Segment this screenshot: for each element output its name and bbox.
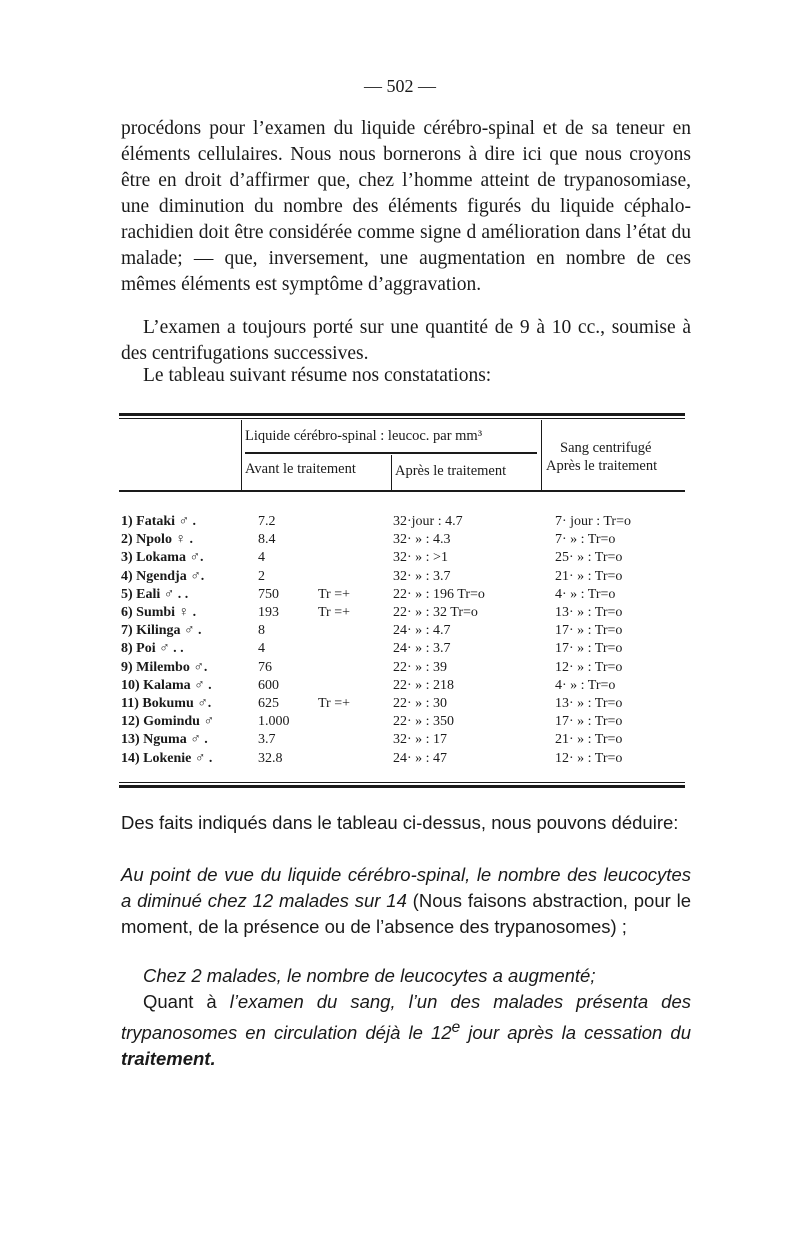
- cell-blood: 25· » : Tr=o: [555, 550, 623, 566]
- header-after-treatment: Après le traitement: [395, 463, 507, 479]
- cell-name: 12) Gomindu ♂: [121, 714, 214, 730]
- header-csf-group: Liquide cérébro-spinal : leucoc. par mm³: [245, 428, 483, 444]
- cell-blood: 13· » : Tr=o: [555, 605, 623, 620]
- cell-after: 22· » : 196 Tr=o: [393, 586, 485, 602]
- finding-3-lead: Quant à: [143, 991, 230, 1012]
- paragraph-table-intro: Le tableau suivant résume nos constatations:: [143, 365, 492, 386]
- header-before-treatment: Avant le traitement: [245, 461, 356, 477]
- cell-after: 22· » : 32 Tr=o: [393, 605, 478, 620]
- cell-blood: 13· » : Tr=o: [555, 696, 623, 711]
- cell-before: 750: [258, 586, 279, 602]
- cell-before: 4: [258, 641, 265, 657]
- table-top-rule-thin: [119, 418, 685, 419]
- cell-before: 8.4: [258, 532, 276, 548]
- cell-name: 7) Kilinga ♂ .: [121, 623, 202, 639]
- paragraph-finding-2: [121, 963, 691, 989]
- cell-name: 2) Npolo ♀ .: [121, 532, 193, 548]
- table-bottom-rule: [119, 785, 685, 788]
- paragraph-finding-3: [121, 989, 691, 1072]
- cell-before-tr: Tr =+: [318, 605, 351, 620]
- cell-after: 22· » : 30: [393, 696, 448, 711]
- cell-after: 24· » : 47: [393, 750, 448, 766]
- cell-name: 9) Milembo ♂.: [121, 659, 208, 675]
- finding-1-italic: Au point de vue du liquide cérébro-spinal, le nombre des leucocytes a diminué chez 12 malades sur 14: [121, 864, 691, 911]
- cell-blood: 4· » : Tr=o: [555, 586, 616, 602]
- cell-before-tr: Tr =+: [318, 586, 351, 602]
- finding-1-rest: (Nous faisons abstraction, pour le moment, de la présence ou de l’absence des trypanosomes) ;: [121, 890, 691, 937]
- cell-after: 24· » : 4.7: [393, 623, 451, 639]
- cell-before: 3.7: [258, 732, 276, 748]
- page-number: — 502 —: [364, 76, 436, 96]
- cell-after: 32· » : 4.3: [393, 532, 451, 548]
- cell-before: 4: [258, 550, 265, 566]
- finding-2-italic: Chez 2 malades, le nombre de leucocytes a augmenté;: [143, 965, 596, 986]
- cell-blood: 17· » : Tr=o: [555, 641, 623, 657]
- header-blood: Sang centrifugé: [560, 440, 652, 456]
- cell-name: 3) Lokama ♂.: [121, 550, 204, 566]
- paragraph-method: L’examen a toujours porté sur une quantité de 9 à 10 cc., soumise à des centrifugations successives.: [121, 317, 691, 364]
- cell-name: 11) Bokumu ♂.: [121, 696, 212, 711]
- cell-blood: 12· » : Tr=o: [555, 750, 623, 766]
- header-blood-after: Après le traitement: [546, 458, 658, 474]
- cell-after: 32·jour : 4.7: [393, 514, 463, 529]
- finding-3-tail: jour après la cessation du: [460, 1022, 691, 1044]
- cell-name: 13) Nguma ♂ .: [121, 732, 208, 748]
- header-brace: [245, 452, 537, 454]
- cell-blood: 7· jour : Tr=o: [555, 514, 631, 529]
- cell-before-tr: Tr =+: [318, 696, 351, 711]
- cell-before: 32.8: [258, 750, 283, 766]
- cell-name: 4) Ngendja ♂.: [121, 568, 205, 584]
- col-divider-2: [391, 455, 392, 492]
- cell-before: 76: [258, 659, 272, 675]
- cell-name: 14) Lokenie ♂ .: [121, 750, 213, 766]
- cell-name: 5) Eali ♂ . .: [121, 586, 189, 602]
- cell-after: 32· » : 3.7: [393, 568, 451, 584]
- col-divider-1: [241, 420, 242, 492]
- cell-before: 1.000: [258, 714, 290, 730]
- table-header-rule: [119, 490, 685, 492]
- table-top-rule: [119, 413, 685, 416]
- cell-name: 1) Fataki ♂ .: [121, 514, 197, 529]
- cell-blood: 21· » : Tr=o: [555, 568, 623, 584]
- cell-before: 193: [258, 605, 279, 620]
- paragraph-intro: procédons pour l’examen du liquide cérébro-spinal et de sa teneur en éléments cellulaires. Nous nous bornerons à dire ici que nous croyons être en droit d’affirmer que, chez l’homme atteint de trypanosomiase, une diminution du nombre des éléments figurés du liquide céphalo-rachidien doit être considérée comme signe d amélioration dans l’état du malade; — que, inversement, une augmentation en nombre de ces mêmes éléments est symptôme d’aggravation.: [121, 118, 691, 295]
- cell-after: 24· » : 3.7: [393, 641, 451, 657]
- cell-name: 6) Sumbi ♀ .: [121, 605, 197, 620]
- table-bottom-rule-thin: [119, 782, 685, 783]
- finding-3-bold: traitement.: [121, 1048, 216, 1070]
- cell-blood: 4· » : Tr=o: [555, 677, 616, 693]
- cell-after: 22· » : 218: [393, 677, 455, 693]
- cell-before: 8: [258, 623, 265, 639]
- paragraph-finding-1: [121, 862, 691, 940]
- cell-name: 10) Kalama ♂ .: [121, 677, 212, 693]
- cell-name: 8) Poi ♂ . .: [121, 641, 184, 657]
- cell-blood: 21· » : Tr=o: [555, 732, 623, 748]
- cell-after: 32· » : >1: [393, 550, 448, 566]
- cell-after: 22· » : 39: [393, 659, 448, 675]
- finding-3-italic: l’examen du sang, l’un des malades présenta des trypanosomes en circulation déjà le 12: [121, 991, 691, 1044]
- cell-blood: 17· » : Tr=o: [555, 714, 623, 730]
- cell-blood: 7· » : Tr=o: [555, 532, 616, 548]
- cell-blood: 12· » : Tr=o: [555, 659, 623, 675]
- cell-before: 2: [258, 568, 265, 584]
- finding-3-sup: e: [451, 1019, 461, 1036]
- cell-blood: 17· » : Tr=o: [555, 623, 623, 639]
- cell-before: 600: [258, 677, 279, 693]
- cell-after: 22· » : 350: [393, 714, 455, 730]
- paragraph-conclusions: Des faits indiqués dans le tableau ci-dessus, nous pouvons déduire:: [121, 812, 679, 833]
- col-divider-3: [541, 420, 542, 492]
- cell-before: 625: [258, 696, 279, 711]
- cell-before: 7.2: [258, 514, 276, 529]
- cell-after: 32· » : 17: [393, 732, 448, 748]
